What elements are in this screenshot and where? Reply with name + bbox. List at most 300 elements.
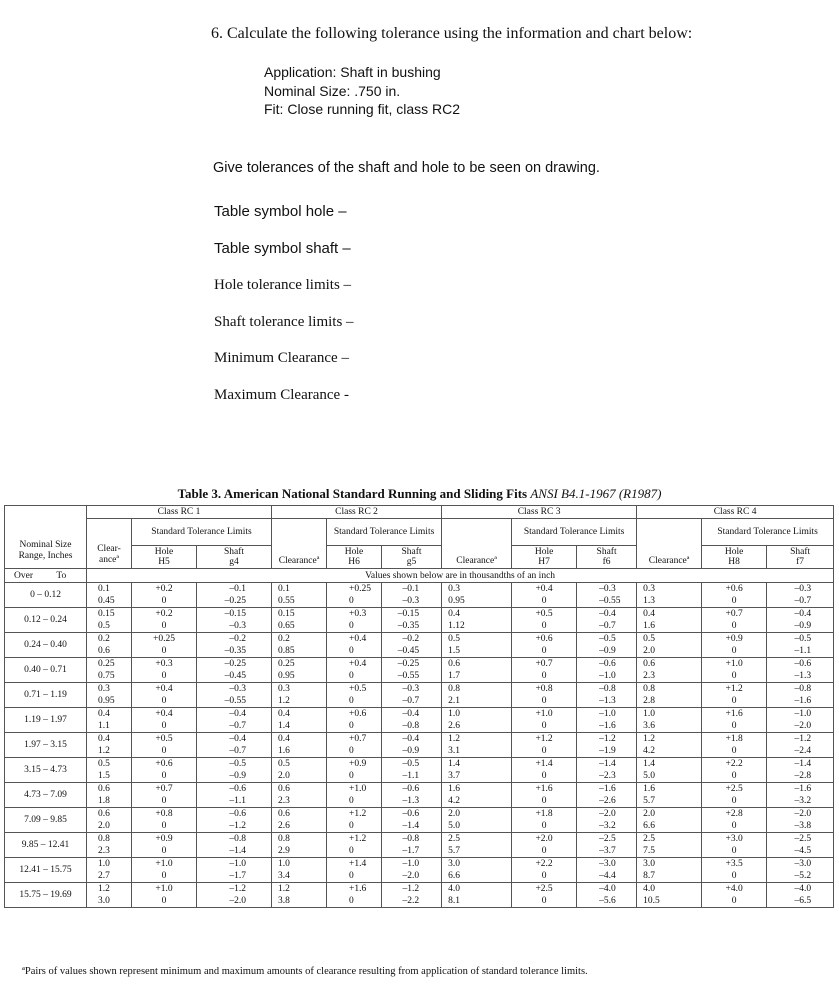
rc3-hole-lower: 0 <box>541 871 547 881</box>
rc2-hole-cell <box>327 858 382 883</box>
table-row <box>5 658 834 683</box>
rc2-clearance-cell <box>272 883 327 908</box>
rc2-hole-upper: +1.4 <box>349 859 367 869</box>
rc2-hole-upper: +1.0 <box>349 784 367 794</box>
rc4-hole-upper: +1.0 <box>725 659 743 669</box>
rc1-hole-upper: +0.25 <box>153 634 175 644</box>
rc4-hole-cell <box>702 708 767 733</box>
min-clearance-prompt: Minimum Clearance – <box>214 350 349 366</box>
rc2-hole-header: Hole H6 <box>327 546 382 569</box>
rc1-clearance-upper: 0.1 <box>98 584 110 594</box>
rc2-shaft-upper: –0.2 <box>402 634 420 644</box>
rc2-clearance-lower: 2.3 <box>278 796 290 806</box>
rc1-hole-upper: +1.0 <box>155 859 173 869</box>
rc1-hole-cell <box>132 833 197 858</box>
rc2-clearance-upper: 0.3 <box>278 684 290 694</box>
rc2-clearance-cell <box>272 633 327 658</box>
rc2-shaft-cell <box>382 708 442 733</box>
rc2-shaft-lower: –0.7 <box>402 696 420 706</box>
rc4-hole-lower: 0 <box>731 696 737 706</box>
rc4-shaft-lower: –3.8 <box>794 821 812 831</box>
rc2-hole-cell <box>327 583 382 608</box>
rc1-clearance-upper: 0.4 <box>98 709 110 719</box>
rc4-hole-lower: 0 <box>731 646 737 656</box>
rc3-shaft-cell <box>577 658 637 683</box>
rc2-hole-lower: 0 <box>349 671 354 681</box>
rc4-shaft-cell <box>767 833 834 858</box>
rc2-hole-upper: +0.4 <box>349 634 367 644</box>
rc3-clearance-cell <box>442 783 512 808</box>
rc2-hole-cell <box>327 658 382 683</box>
rc4-hole-cell <box>702 858 767 883</box>
rc3-clearance-cell <box>442 633 512 658</box>
rc4-clearance-lower: 2.3 <box>643 671 655 681</box>
class-rc2-header: Class RC 2 <box>272 506 442 519</box>
rc3-hole-cell <box>512 658 577 683</box>
rc3-clearance-cell <box>442 708 512 733</box>
rc1-shaft-cell <box>197 858 272 883</box>
rc4-hole-upper: +3.0 <box>725 834 743 844</box>
rc2-clearance-upper: 0.8 <box>278 834 290 844</box>
rc1-clearance-lower: 1.5 <box>98 771 110 781</box>
rc4-shaft-lower: –2.0 <box>794 721 812 731</box>
table-row <box>5 833 834 858</box>
rc3-clearance-cell <box>442 733 512 758</box>
rc2-hole-upper: +0.5 <box>349 684 367 694</box>
rc4-shaft-cell <box>767 658 834 683</box>
rc1-shaft-cell <box>197 658 272 683</box>
rc4-shaft-lower: –3.2 <box>794 796 812 806</box>
rc2-clearance-upper: 0.6 <box>278 784 290 794</box>
rc4-hole-cell <box>702 633 767 658</box>
rc1-hole-lower: 0 <box>161 771 167 781</box>
rc2-hole-lower: 0 <box>349 646 354 656</box>
rc4-hole-cell <box>702 683 767 708</box>
std-tol-header-row <box>5 519 834 546</box>
rc4-shaft-upper: –1.0 <box>794 709 812 719</box>
rc2-hole-cell <box>327 708 382 733</box>
size-range-cell: 0 – 0.12 <box>5 583 87 608</box>
rc1-hole-cell <box>132 583 197 608</box>
footnote: ªPairs of values shown represent minimum and maximum amounts of clearance resulting from application of standard tolerance limits. <box>22 966 588 977</box>
rc2-shaft-cell <box>382 808 442 833</box>
rc1-hole-upper: +0.4 <box>155 709 173 719</box>
size-range-cell: 7.09 – 9.85 <box>5 808 87 833</box>
rc4-clearance-upper: 2.0 <box>643 809 655 819</box>
rc1-hole-cell <box>132 758 197 783</box>
rc2-clearance-upper: 0.6 <box>278 809 290 819</box>
instruction-line: Give tolerances of the shaft and hole to be seen on drawing. <box>213 160 600 176</box>
rc4-clearance-lower: 6.6 <box>643 821 655 831</box>
rc3-shaft-upper: –4.0 <box>599 884 616 894</box>
rc2-clearance-lower: 0.95 <box>278 671 295 681</box>
rc3-hole-upper: +1.4 <box>535 759 553 769</box>
rc4-shaft-lower: –0.7 <box>794 596 812 606</box>
over-to-row <box>5 569 834 583</box>
rc1-shaft-upper: –0.1 <box>229 584 247 594</box>
rc2-hole-upper: +1.6 <box>349 884 367 894</box>
rc4-hole-lower: 0 <box>731 621 737 631</box>
rc4-shaft-lower: –6.5 <box>794 896 812 906</box>
rc2-hole-upper: +0.9 <box>349 759 367 769</box>
rc1-clearance-lower: 2.0 <box>98 821 110 831</box>
rc1-hole-header: Hole H5 <box>132 546 197 569</box>
rc3-shaft-lower: –1.3 <box>599 696 616 706</box>
rc4-hole-header: Hole H8 <box>702 546 767 569</box>
rc4-shaft-upper: –0.8 <box>794 684 812 694</box>
rc4-shaft-cell <box>767 858 834 883</box>
rc3-hole-cell <box>512 708 577 733</box>
rc1-clearance-upper: 1.2 <box>98 884 110 894</box>
rc4-hole-cell <box>702 583 767 608</box>
rc2-clearance-cell <box>272 683 327 708</box>
rc2-clearance-cell <box>272 858 327 883</box>
rc3-clearance-upper: 0.3 <box>448 584 460 594</box>
rc4-hole-lower: 0 <box>731 671 737 681</box>
rc4-shaft-cell <box>767 583 834 608</box>
rc4-clearance-header: Clearanceª <box>637 519 702 569</box>
rc4-hole-cell <box>702 783 767 808</box>
rc2-hole-lower: 0 <box>349 721 354 731</box>
rc3-clearance-upper: 0.5 <box>448 634 460 644</box>
rc4-shaft-upper: –1.2 <box>794 734 812 744</box>
table-row <box>5 708 834 733</box>
rc4-hole-upper: +0.7 <box>725 609 743 619</box>
rc3-clearance-lower: 2.6 <box>448 721 460 731</box>
rc1-clearance-upper: 0.2 <box>98 634 110 644</box>
table-row <box>5 633 834 658</box>
rc1-clearance-cell <box>87 808 132 833</box>
rc4-clearance-lower: 1.6 <box>643 621 655 631</box>
rc1-hole-lower: 0 <box>161 621 167 631</box>
table-row <box>5 758 834 783</box>
rc3-clearance-lower: 1.5 <box>448 646 460 656</box>
rc1-hole-upper: +0.6 <box>155 759 173 769</box>
rc3-clearance-cell <box>442 583 512 608</box>
size-range-cell: 12.41 – 15.75 <box>5 858 87 883</box>
nominal-size-header: Nominal Size Range, Inches <box>5 506 87 569</box>
rc4-clearance-cell <box>637 633 702 658</box>
rc1-shaft-upper: –0.4 <box>229 709 247 719</box>
rc4-shaft-lower: –2.8 <box>794 771 812 781</box>
rc2-shaft-upper: –1.2 <box>402 884 420 894</box>
rc4-hole-cell <box>702 658 767 683</box>
rc3-shaft-upper: –1.2 <box>599 734 616 744</box>
rc2-hole-upper: +1.2 <box>349 834 367 844</box>
rc1-hole-upper: +0.4 <box>155 684 173 694</box>
rc3-hole-cell <box>512 608 577 633</box>
application-line: Application: Shaft in bushing <box>264 64 441 80</box>
rc2-clearance-lower: 3.8 <box>278 896 290 906</box>
rc2-hole-cell <box>327 608 382 633</box>
rc4-shaft-lower: –5.2 <box>794 871 812 881</box>
rc1-clearance-cell <box>87 858 132 883</box>
rc1-clearance-upper: 0.4 <box>98 734 110 744</box>
rc3-hole-lower: 0 <box>541 671 547 681</box>
rc1-shaft-lower: –0.45 <box>224 671 247 681</box>
rc2-hole-cell <box>327 758 382 783</box>
rc2-shaft-lower: –0.8 <box>402 721 420 731</box>
rc3-hole-lower: 0 <box>541 596 547 606</box>
rc2-clearance-cell <box>272 758 327 783</box>
rc2-shaft-cell <box>382 758 442 783</box>
rc4-clearance-cell <box>637 608 702 633</box>
rc4-clearance-upper: 3.0 <box>643 859 655 869</box>
rc4-clearance-upper: 0.5 <box>643 634 655 644</box>
rc3-hole-lower: 0 <box>541 821 547 831</box>
rc3-shaft-upper: –1.0 <box>599 709 616 719</box>
size-range-cell: 0.40 – 0.71 <box>5 658 87 683</box>
rc1-hole-lower: 0 <box>161 746 167 756</box>
rc2-shaft-cell <box>382 833 442 858</box>
rc2-shaft-upper: –0.1 <box>402 584 420 594</box>
rc1-clearance-cell <box>87 683 132 708</box>
rc4-hole-upper: +2.8 <box>725 809 743 819</box>
rc1-hole-cell <box>132 633 197 658</box>
rc2-clearance-lower: 0.55 <box>278 596 295 606</box>
rc4-shaft-cell <box>767 808 834 833</box>
rc1-clearance-cell <box>87 708 132 733</box>
rc4-shaft-header: Shaft f7 <box>767 546 834 569</box>
rc4-hole-cell <box>702 808 767 833</box>
rc4-hole-upper: +4.0 <box>725 884 743 894</box>
rc1-hole-lower: 0 <box>161 696 167 706</box>
rc3-hole-lower: 0 <box>541 646 547 656</box>
rc1-clearance-lower: 0.45 <box>98 596 115 606</box>
rc3-shaft-header: Shaft f6 <box>577 546 637 569</box>
rc4-shaft-cell <box>767 883 834 908</box>
rc2-shaft-lower: –1.4 <box>402 821 420 831</box>
rc3-hole-upper: +2.0 <box>535 834 553 844</box>
rc1-shaft-cell <box>197 733 272 758</box>
rc3-shaft-upper: –1.4 <box>599 759 616 769</box>
rc1-shaft-lower: –0.9 <box>229 771 247 781</box>
rc4-clearance-cell <box>637 733 702 758</box>
rc1-shaft-lower: –1.7 <box>229 871 247 881</box>
rc1-hole-lower: 0 <box>161 871 167 881</box>
rc4-std-tol-header: Standard Tolerance Limits <box>702 519 834 546</box>
rc2-clearance-cell <box>272 708 327 733</box>
rc3-hole-lower: 0 <box>541 896 547 906</box>
rc1-clearance-cell <box>87 758 132 783</box>
rc2-clearance-upper: 0.2 <box>278 634 290 644</box>
rc4-shaft-cell <box>767 633 834 658</box>
rc4-clearance-lower: 8.7 <box>643 871 655 881</box>
rc2-shaft-lower: –2.2 <box>402 896 420 906</box>
shaft-symbol-prompt: Table symbol shaft – <box>214 240 351 257</box>
rc4-shaft-cell <box>767 783 834 808</box>
rc2-clearance-cell <box>272 808 327 833</box>
rc4-hole-lower: 0 <box>731 721 737 731</box>
rc2-hole-upper: +0.4 <box>349 659 367 669</box>
rc3-hole-cell <box>512 758 577 783</box>
rc3-shaft-cell <box>577 858 637 883</box>
rc3-clearance-upper: 0.6 <box>448 659 460 669</box>
rc1-clearance-lower: 2.3 <box>98 846 110 856</box>
rc2-shaft-upper: –1.0 <box>402 859 420 869</box>
rc1-clearance-cell <box>87 733 132 758</box>
size-range-cell: 15.75 – 19.69 <box>5 883 87 908</box>
rc2-shaft-upper: –0.15 <box>397 609 420 619</box>
rc3-shaft-cell <box>577 783 637 808</box>
rc1-clearance-header: Clear- anceª <box>87 519 132 569</box>
rc3-clearance-upper: 0.4 <box>448 609 460 619</box>
rc1-shaft-upper: –0.4 <box>229 734 247 744</box>
rc1-hole-upper: +0.2 <box>155 584 173 594</box>
rc1-clearance-cell <box>87 633 132 658</box>
rc3-hole-lower: 0 <box>541 621 547 631</box>
rc2-clearance-lower: 1.6 <box>278 746 290 756</box>
rc1-clearance-cell <box>87 833 132 858</box>
rc3-hole-upper: +1.8 <box>535 809 553 819</box>
rc1-shaft-upper: –0.25 <box>224 659 247 669</box>
rc2-shaft-cell <box>382 683 442 708</box>
rc2-hole-cell <box>327 833 382 858</box>
table-body <box>5 583 834 908</box>
rc4-hole-cell <box>702 608 767 633</box>
rc2-hole-cell <box>327 733 382 758</box>
rc3-shaft-upper: –0.3 <box>599 584 616 594</box>
rc1-hole-upper: +0.2 <box>155 609 173 619</box>
rc3-hole-cell <box>512 633 577 658</box>
rc1-shaft-upper: –0.8 <box>229 834 247 844</box>
rc3-shaft-cell <box>577 883 637 908</box>
rc2-hole-lower: 0 <box>349 821 354 831</box>
rc4-hole-lower: 0 <box>731 896 737 906</box>
rc4-clearance-lower: 4.2 <box>643 746 655 756</box>
rc4-clearance-upper: 0.4 <box>643 609 655 619</box>
rc3-clearance-lower: 4.2 <box>448 796 460 806</box>
rc3-hole-cell <box>512 883 577 908</box>
rc2-clearance-cell <box>272 658 327 683</box>
rc4-clearance-cell <box>637 783 702 808</box>
rc2-shaft-upper: –0.6 <box>402 809 420 819</box>
size-range-cell: 1.97 – 3.15 <box>5 733 87 758</box>
rc1-hole-upper: +0.8 <box>155 809 173 819</box>
rc1-clearance-cell <box>87 883 132 908</box>
rc4-clearance-lower: 3.6 <box>643 721 655 731</box>
rc3-shaft-cell <box>577 708 637 733</box>
rc2-clearance-cell <box>272 733 327 758</box>
rc3-hole-cell <box>512 583 577 608</box>
rc3-shaft-lower: –3.2 <box>599 821 616 831</box>
rc1-shaft-cell <box>197 608 272 633</box>
rc2-shaft-lower: –1.7 <box>402 846 420 856</box>
rc3-shaft-cell <box>577 583 637 608</box>
shaft-limits-prompt: Shaft tolerance limits – <box>214 314 354 330</box>
rc2-clearance-upper: 1.2 <box>278 884 290 894</box>
rc2-shaft-cell <box>382 608 442 633</box>
rc3-shaft-lower: –1.9 <box>599 746 616 756</box>
rc4-hole-lower: 0 <box>731 771 737 781</box>
rc3-clearance-lower: 8.1 <box>448 896 460 906</box>
rc3-clearance-cell <box>442 658 512 683</box>
rc3-shaft-cell <box>577 733 637 758</box>
size-range-cell: 0.71 – 1.19 <box>5 683 87 708</box>
class-header-row <box>5 506 834 519</box>
rc3-clearance-cell <box>442 808 512 833</box>
rc1-shaft-cell <box>197 783 272 808</box>
rc3-clearance-upper: 0.8 <box>448 684 460 694</box>
rc4-shaft-upper: –3.0 <box>794 859 812 869</box>
rc2-shaft-cell <box>382 633 442 658</box>
rc4-clearance-upper: 1.0 <box>643 709 655 719</box>
rc3-clearance-upper: 1.2 <box>448 734 460 744</box>
size-range-cell: 9.85 – 12.41 <box>5 833 87 858</box>
rc1-shaft-lower: –0.35 <box>224 646 247 656</box>
rc4-shaft-cell <box>767 683 834 708</box>
rc1-clearance-cell <box>87 583 132 608</box>
rc1-hole-lower: 0 <box>161 821 167 831</box>
rc4-shaft-upper: –0.5 <box>794 634 812 644</box>
rc3-shaft-lower: –1.6 <box>599 721 616 731</box>
rc3-clearance-upper: 1.0 <box>448 709 460 719</box>
rc1-clearance-cell <box>87 783 132 808</box>
rc1-shaft-lower: –0.55 <box>224 696 247 706</box>
rc2-hole-cell <box>327 783 382 808</box>
rc4-clearance-lower: 2.0 <box>643 646 655 656</box>
rc3-clearance-upper: 1.6 <box>448 784 460 794</box>
rc4-clearance-lower: 7.5 <box>643 846 655 856</box>
rc1-clearance-upper: 0.25 <box>98 659 115 669</box>
rc2-shaft-lower: –1.3 <box>402 796 420 806</box>
rc4-shaft-upper: –2.0 <box>794 809 812 819</box>
rc3-clearance-lower: 5.7 <box>448 846 460 856</box>
rc2-clearance-header: Clearanceª <box>272 519 327 569</box>
max-clearance-prompt: Maximum Clearance - <box>214 387 349 403</box>
problem-info <box>264 63 460 119</box>
rc4-clearance-upper: 1.2 <box>643 734 655 744</box>
rc3-shaft-upper: –0.5 <box>599 634 616 644</box>
table-row <box>5 858 834 883</box>
rc2-clearance-upper: 0.5 <box>278 759 290 769</box>
rc4-hole-upper: +1.6 <box>725 709 743 719</box>
rc2-clearance-lower: 0.85 <box>278 646 295 656</box>
rc3-shaft-cell <box>577 758 637 783</box>
rc1-hole-cell <box>132 808 197 833</box>
size-range-cell: 4.73 – 7.09 <box>5 783 87 808</box>
rc4-clearance-cell <box>637 858 702 883</box>
rc1-shaft-lower: –2.0 <box>229 896 247 906</box>
rc3-hole-upper: +2.5 <box>535 884 553 894</box>
rc2-hole-upper: +0.3 <box>349 609 367 619</box>
hole-limits-prompt: Hole tolerance limits – <box>214 277 352 293</box>
rc3-shaft-upper: –0.6 <box>599 659 616 669</box>
size-range-cell: 1.19 – 1.97 <box>5 708 87 733</box>
rc1-shaft-cell <box>197 708 272 733</box>
rc3-clearance-upper: 2.5 <box>448 834 460 844</box>
rc1-clearance-upper: 0.3 <box>98 684 110 694</box>
rc2-hole-lower: 0 <box>349 896 354 906</box>
rc4-clearance-lower: 5.0 <box>643 771 655 781</box>
rc4-hole-upper: +2.5 <box>725 784 743 794</box>
rc4-shaft-upper: –0.4 <box>794 609 812 619</box>
rc3-shaft-lower: –2.6 <box>599 796 616 806</box>
rc3-clearance-lower: 6.6 <box>448 871 460 881</box>
units-note: Values shown below are in thousandths of an inch <box>87 569 834 583</box>
rc3-clearance-lower: 1.12 <box>448 621 465 631</box>
rc3-clearance-header: Clearanceª <box>442 519 512 569</box>
rc3-hole-cell <box>512 683 577 708</box>
rc3-shaft-cell <box>577 608 637 633</box>
rc3-clearance-lower: 5.0 <box>448 821 460 831</box>
rc3-clearance-lower: 0.95 <box>448 596 465 606</box>
rc3-shaft-lower: –0.9 <box>599 646 616 656</box>
rc4-clearance-cell <box>637 708 702 733</box>
rc2-shaft-cell <box>382 733 442 758</box>
rc4-hole-lower: 0 <box>731 796 737 806</box>
rc4-clearance-lower: 5.7 <box>643 796 655 806</box>
